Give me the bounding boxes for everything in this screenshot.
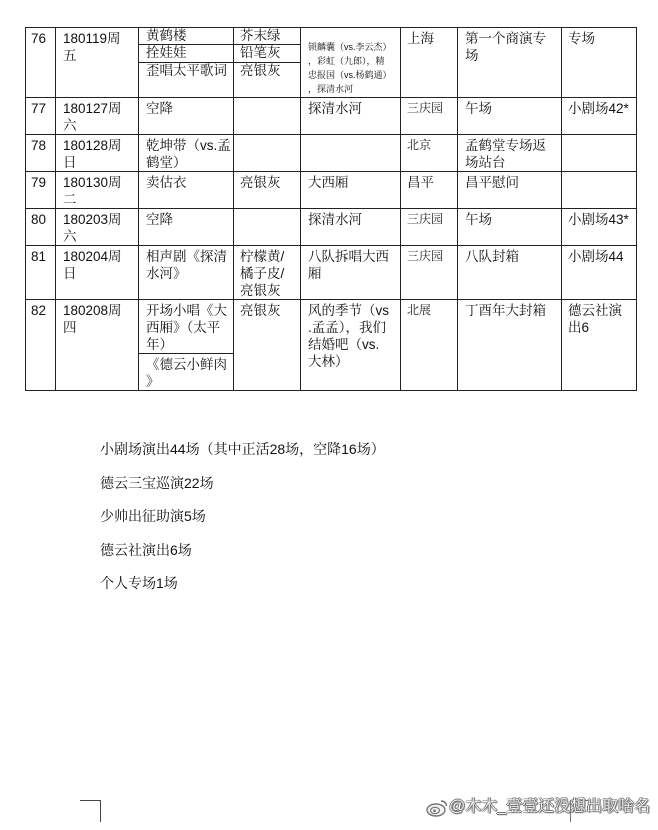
cell-color [234,209,301,246]
cell-venue: 三庆园 [401,209,458,246]
cell-category: 小剧场43* [562,209,637,246]
cell-date: 180208周四 [56,300,139,391]
cell-category: 专场 [562,28,637,98]
cell-number: 81 [26,246,56,300]
cell-program: 拴娃娃 [139,45,234,63]
cell-program: 歪唱太平歌词 [139,63,234,98]
cell-songs: 大西厢 [301,172,401,209]
cell-songs: 探清水河 [301,209,401,246]
cell-category: 小剧场42* [562,98,637,135]
cell-note: 八队封箱 [458,246,562,300]
table-row [26,300,637,354]
cell-color: 亮银灰 [234,300,301,391]
table-row [26,28,637,45]
cell-color: 柠檬黄/橘子皮/亮银灰 [234,246,301,300]
cell-number: 79 [26,172,56,209]
cell-number: 77 [26,98,56,135]
cell-category [562,172,637,209]
cell-venue: 上海 [401,28,458,98]
cell-color: 亮银灰 [234,172,301,209]
cell-color [234,135,301,172]
cell-program: 相声剧《探清水河》 [139,246,234,300]
cell-venue: 昌平 [401,172,458,209]
summary-list [100,433,385,601]
cell-date: 180128周日 [56,135,139,172]
table-body [26,28,637,391]
table-row [26,172,637,209]
cell-venue: 北展 [401,300,458,391]
cell-number: 78 [26,135,56,172]
cell-note: 午场 [458,209,562,246]
cell-venue: 三庆园 [401,246,458,300]
performance-table [25,27,637,391]
cell-category: 德云社演出6 [562,300,637,391]
summary-line: 个人专场1场 [100,575,178,591]
cell-songs [301,135,401,172]
cell-program: 开场小唱《大西厢》（太平年） [139,300,234,354]
cell-program: 《德云小鲜肉》 [139,354,234,391]
cell-category [562,135,637,172]
cell-program: 空降 [139,98,234,135]
cell-date: 180127周六 [56,98,139,135]
cell-songs: 风的季节（vs.孟孟），我们结婚吧（vs.大林） [301,300,401,391]
cell-date: 180130周二 [56,172,139,209]
summary-line: 德云社演出6场 [100,541,192,558]
watermark-text: @木木_壹壹还没想出取啥名 [449,798,651,815]
cell-date: 180119周五 [56,28,139,98]
cell-songs: 探清水河 [301,98,401,135]
cell-number: 82 [26,300,56,391]
cell-date: 180203周六 [56,209,139,246]
crop-mark-bottom-left [80,800,101,801]
cell-note: 午场 [458,98,562,135]
cell-note: 丁酉年大封箱 [458,300,562,391]
summary-line: 小剧场演出44场（其中正活28场，空降16场） [100,441,385,457]
crop-mark-bottom-left [100,800,101,822]
cell-category: 小剧场44 [562,246,637,300]
table-row [26,246,637,300]
table-row [26,209,637,246]
cell-songs: 八队拆唱大西厢 [301,246,401,300]
cell-color [234,98,301,135]
cell-venue: 北京 [401,135,458,172]
summary-line: 少帅出征助演5场 [100,508,206,524]
cell-color: 芥末绿 [234,28,301,45]
cell-number: 76 [26,28,56,98]
cell-program: 卖估衣 [139,172,234,209]
table-row [26,135,637,172]
summary-line: 德云三宝巡演22场 [100,474,214,491]
cell-venue: 三庆园 [401,98,458,135]
cell-number: 80 [26,209,56,246]
cell-songs: 锁麟囊（vs.李云杰），彩虹（九郎），精忠报国（vs.杨鹤通），探清水河 [301,28,401,98]
cell-note: 孟鹤堂专场返场站台 [458,135,562,172]
cell-color: 亮银灰 [234,63,301,98]
cell-date: 180204周日 [56,246,139,300]
table-row [26,98,637,135]
cell-program: 空降 [139,209,234,246]
weibo-logo-icon [426,799,448,817]
cell-color: 铅笔灰 [234,45,301,63]
cell-note: 昌平慰问 [458,172,562,209]
cell-note: 第一个商演专场 [458,28,562,98]
cell-program: 乾坤带（vs.孟鹤堂） [139,135,234,172]
cell-program: 黄鹤楼 [139,28,234,45]
